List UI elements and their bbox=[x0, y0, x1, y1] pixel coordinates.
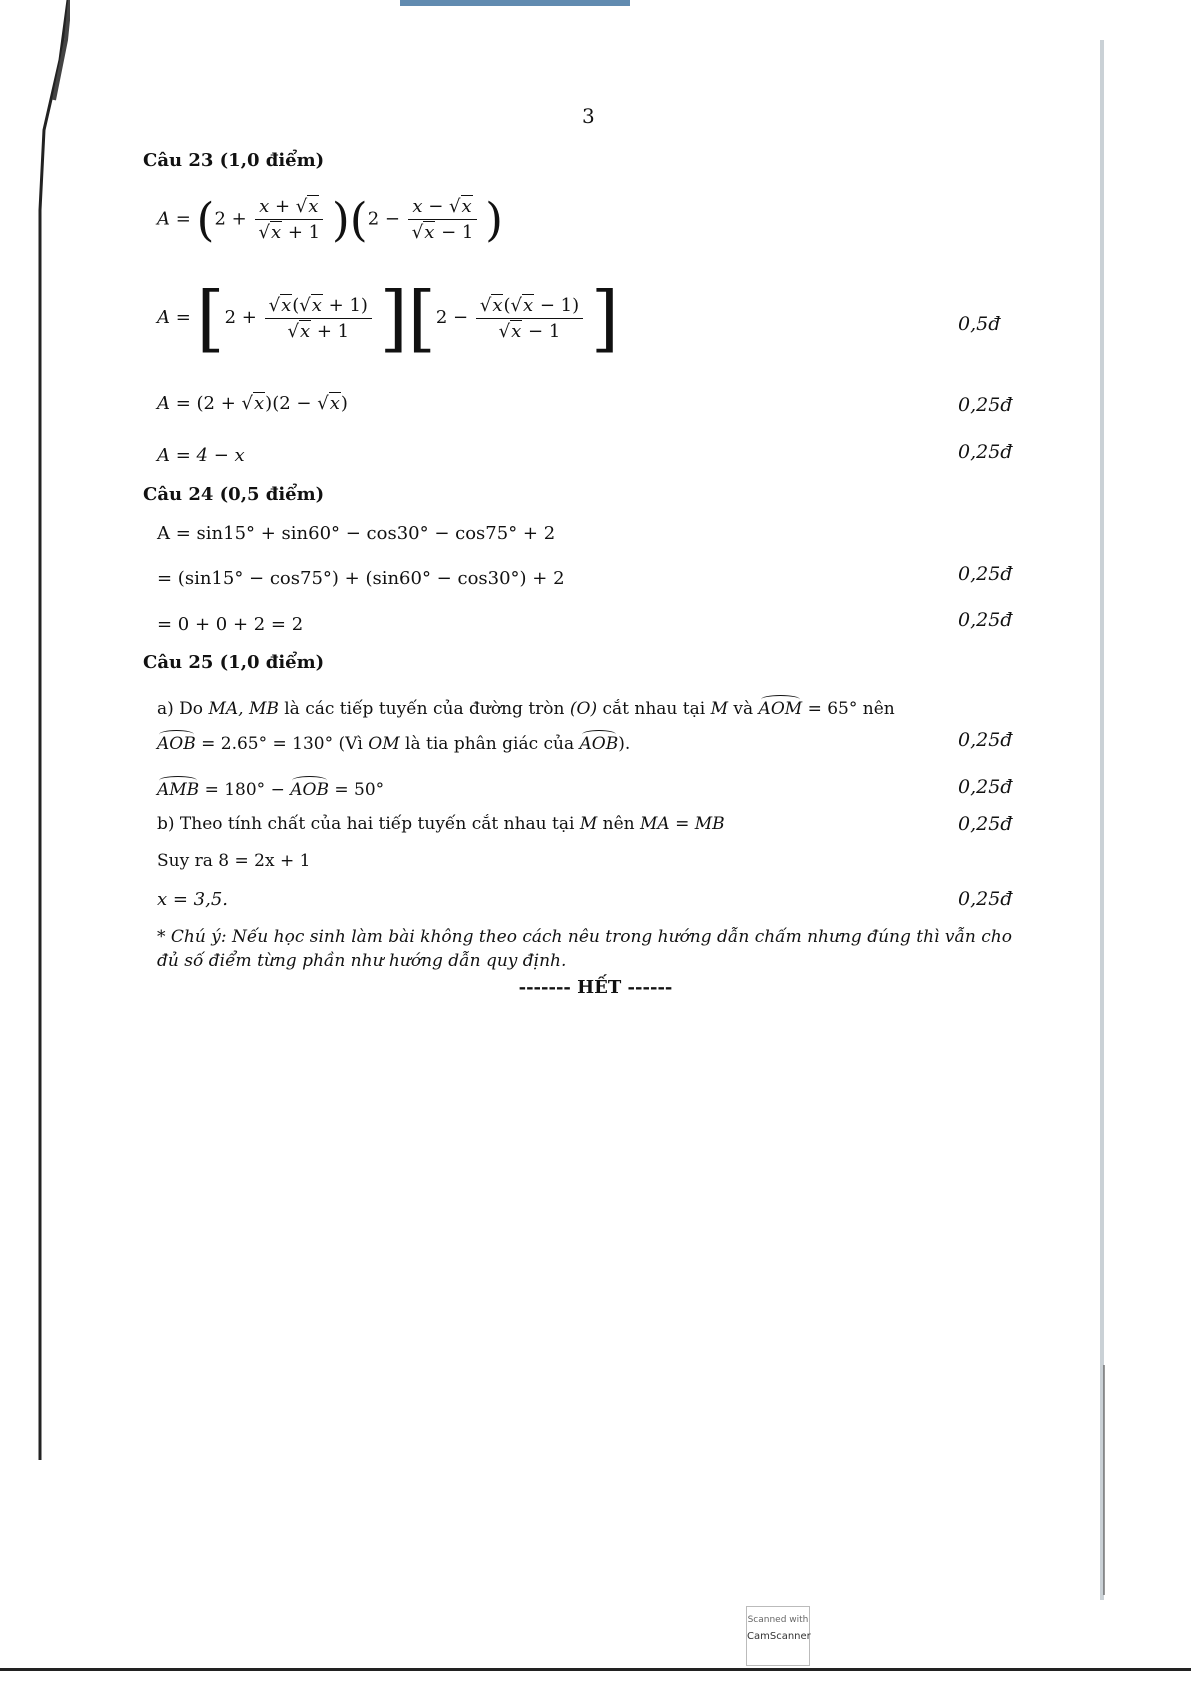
scan-bottom-edge bbox=[0, 1668, 1191, 1671]
q23-score-3: 0,25đ bbox=[958, 441, 1013, 463]
scan-left-edge bbox=[30, 0, 70, 1460]
q25-part-a-line-2: AOB = 2.65° = 130° (Vì OM là tia phân giác của AOB). bbox=[157, 730, 630, 754]
q25-score-b2: 0,25đ bbox=[958, 888, 1013, 910]
q24-line-1: A = sin15° + sin60° − cos30° − cos75° + 2 bbox=[157, 523, 556, 544]
q24-line-3: = 0 + 0 + 2 = 2 bbox=[157, 614, 304, 635]
q25-suy-ra: Suy ra 8 = 2x + 1 bbox=[157, 851, 311, 871]
scanner-brand: CamScanner bbox=[747, 1631, 811, 1642]
q23-score-1: 0,5đ bbox=[958, 313, 1001, 335]
scan-right-edge-dark bbox=[1103, 1365, 1105, 1595]
q23-result: A = 4 − x bbox=[157, 445, 245, 466]
end-marker: ------- HẾT ------ bbox=[518, 977, 673, 998]
q23-score-2: 0,25đ bbox=[958, 394, 1013, 416]
q24-line-2: = (sin15° − cos75°) + (sin60° − cos30°) + 2 bbox=[157, 568, 565, 589]
camscanner-badge bbox=[746, 1606, 810, 1666]
q25-score-b1: 0,25đ bbox=[958, 813, 1013, 835]
scanner-caption: Scanned with bbox=[747, 1615, 809, 1625]
q23-expression-3: A = (2 + √x)(2 − √x) bbox=[157, 393, 348, 414]
q23-expression-2: A = [2 + $\frac{√x(√x + 1)}{√x + 1}$ ][2 − $\frac{√x(√x - 1)}{√x - 1}$ ] bbox=[157, 276, 619, 360]
page-number: 3 bbox=[582, 104, 595, 128]
grading-note: * Chú ý: Nếu học sinh làm bài không theo cách nêu trong hướng dẫn chấm nhưng đúng thì vẫn cho đủ số điểm từng phần như hướng dẫn quy định. bbox=[157, 927, 1012, 971]
q25-score-a2: 0,25đ bbox=[958, 776, 1013, 798]
question-23-title: Câu 23 (1,0 điểm) bbox=[143, 150, 325, 171]
q25-score-a1: 0,25đ bbox=[958, 729, 1013, 751]
q25-part-a-line-1: a) Do MA, MB là các tiếp tuyến của đường tròn (O) cắt nhau tại M và AOM = 65° nên bbox=[157, 695, 895, 719]
q23-expression-1: A = (2 + $\frac{x + √x}{√x + 1}$ )(2 − $\frac{x - √x}{√x - 1}$ ) bbox=[157, 192, 504, 247]
question-25-title: Câu 25 (1,0 điểm) bbox=[143, 652, 325, 673]
q25-part-b-line-1: b) Theo tính chất của hai tiếp tuyến cắt nhau tại M nên MA = MB bbox=[157, 814, 725, 834]
q25-part-a-line-3: AMB = 180° − AOB = 50° bbox=[157, 776, 384, 800]
q24-score-1: 0,25đ bbox=[958, 563, 1013, 585]
q25-x-value: x = 3,5. bbox=[157, 889, 229, 910]
question-24-title: Câu 24 (0,5 điểm) bbox=[143, 484, 325, 505]
q24-score-2: 0,25đ bbox=[958, 609, 1013, 631]
scan-top-edge bbox=[400, 0, 630, 6]
